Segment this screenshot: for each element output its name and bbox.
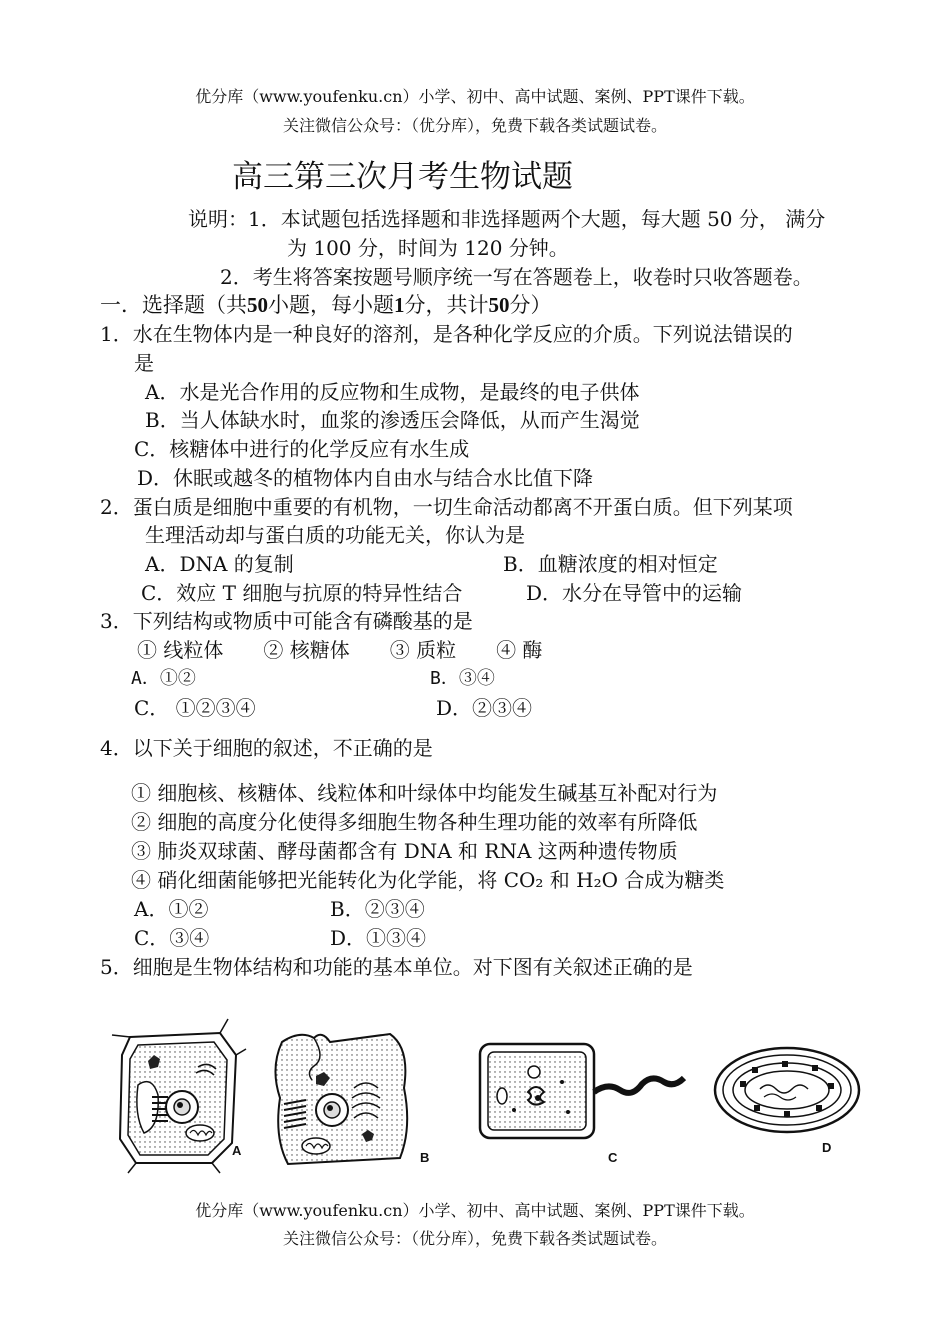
section-heading bbox=[100, 291, 552, 319]
q4-option-b: B．②③④ bbox=[330, 897, 425, 921]
q3-option-c: C． ①②③④ bbox=[134, 696, 256, 720]
q5-stem: 5．细胞是生物体结构和功能的基本单位。对下图有关叙述正确的是 bbox=[100, 955, 693, 979]
q1-stem-line-1: 1．水在生物体内是一种良好的溶剂，是各种化学反应的介质。下列说法错误的 bbox=[100, 322, 793, 346]
instruction-line-2: 为 100 分，时间为 120 分钟。 bbox=[287, 236, 569, 260]
q3-option-b: B．③④ bbox=[430, 668, 495, 689]
chloroplast-figure-d bbox=[712, 1045, 862, 1135]
q2-option-a: A．DNA 的复制 bbox=[145, 552, 294, 576]
section-num-questions: 50 bbox=[247, 293, 268, 317]
q2-stem-line-1: 2．蛋白质是细胞中重要的有机物，一切生命活动都离不开蛋白质。但下列某项 bbox=[100, 495, 793, 519]
section-num-total: 50 bbox=[488, 293, 510, 317]
header-line-2: 关注微信公众号：（优分库），免费下载各类试题试卷。 bbox=[282, 116, 667, 135]
figure-label-a: A bbox=[232, 1143, 242, 1158]
section-num-points: 1 bbox=[394, 293, 405, 317]
q4-statement-1: ① 细胞核、核糖体、线粒体和叶绿体中均能发生碱基互补配对行为 bbox=[131, 781, 718, 805]
q2-option-c: C．效应 T 细胞与抗原的特异性结合 bbox=[141, 581, 463, 605]
instruction-line-3: 2．考生将答案按题号顺序统一写在答题卷上，收卷时只收答题卷。 bbox=[220, 265, 813, 289]
footer-line-2: 关注微信公众号：（优分库），免费下载各类试题试卷。 bbox=[282, 1229, 667, 1248]
q4-option-c: C．③④ bbox=[134, 926, 210, 950]
q4-stem: 4．以下关于细胞的叙述，不正确的是 bbox=[100, 736, 433, 760]
q2-option-d: D．水分在导管中的运输 bbox=[526, 581, 743, 605]
figure-label-c: C bbox=[608, 1150, 618, 1165]
figure-label-d: D bbox=[822, 1140, 832, 1155]
q4-option-d: D．①③④ bbox=[330, 926, 427, 950]
cell-figure-b bbox=[270, 1028, 418, 1170]
q1-option-c: C．核糖体中进行的化学反应有水生成 bbox=[134, 437, 470, 461]
q1-stem-line-2: 是 bbox=[134, 351, 154, 375]
figure-label-b: B bbox=[420, 1150, 430, 1165]
q4-option-a: A．①② bbox=[134, 897, 209, 921]
q2-stem-line-2: 生理活动却与蛋白质的功能无关，你认为是 bbox=[145, 523, 525, 547]
q1-option-a: A．水是光合作用的反应物和生成物，是最终的电子供体 bbox=[145, 380, 640, 404]
q3-items: ① 线粒体 ② 核糖体 ③ 质粒 ④ 酶 bbox=[137, 638, 543, 662]
q4-statement-2: ② 细胞的高度分化使得多细胞生物各种生理功能的效率有所降低 bbox=[131, 810, 698, 834]
section-text-2: 小题，每小题 bbox=[268, 293, 394, 317]
section-text-4: 分） bbox=[509, 293, 552, 317]
q1-option-d: D．休眠或越冬的植物体内自由水与结合水比值下降 bbox=[137, 466, 594, 490]
q3-stem: 3．下列结构或物质中可能含有磷酸基的是 bbox=[100, 609, 473, 633]
section-text-1: 一．选择题（共 bbox=[100, 293, 247, 317]
section-text-3: 分，共计 bbox=[404, 293, 489, 317]
instruction-line-1: 说明：1．本试题包括选择题和非选择题两个大题，每大题 50 分， 满分 bbox=[188, 207, 826, 231]
q1-option-b: B．当人体缺水时，血浆的渗透压会降低，从而产生渴觉 bbox=[145, 408, 640, 432]
header-line-1: 优分库（www.youfenku.cn）小学、初中、高中试题、案例、PPT课件下载。 bbox=[195, 87, 755, 106]
footer-line-1: 优分库（www.youfenku.cn）小学、初中、高中试题、案例、PPT课件下载。 bbox=[195, 1201, 755, 1220]
q4-statement-4: ④ 硝化细菌能够把光能转化为化学能，将 CO₂ 和 H₂O 合成为糖类 bbox=[131, 868, 725, 892]
cell-figure-a bbox=[108, 1015, 248, 1175]
q3-option-a: A．①② bbox=[131, 668, 196, 689]
q4-statement-3: ③ 肺炎双球菌、酵母菌都含有 DNA 和 RNA 这两种遗传物质 bbox=[131, 839, 678, 863]
cell-figure-c bbox=[478, 1040, 688, 1142]
q2-option-b: B．血糖浓度的相对恒定 bbox=[503, 552, 718, 576]
page-title: 高三第三次月考生物试题 bbox=[232, 159, 573, 195]
q3-option-d: D．②③④ bbox=[436, 696, 533, 720]
